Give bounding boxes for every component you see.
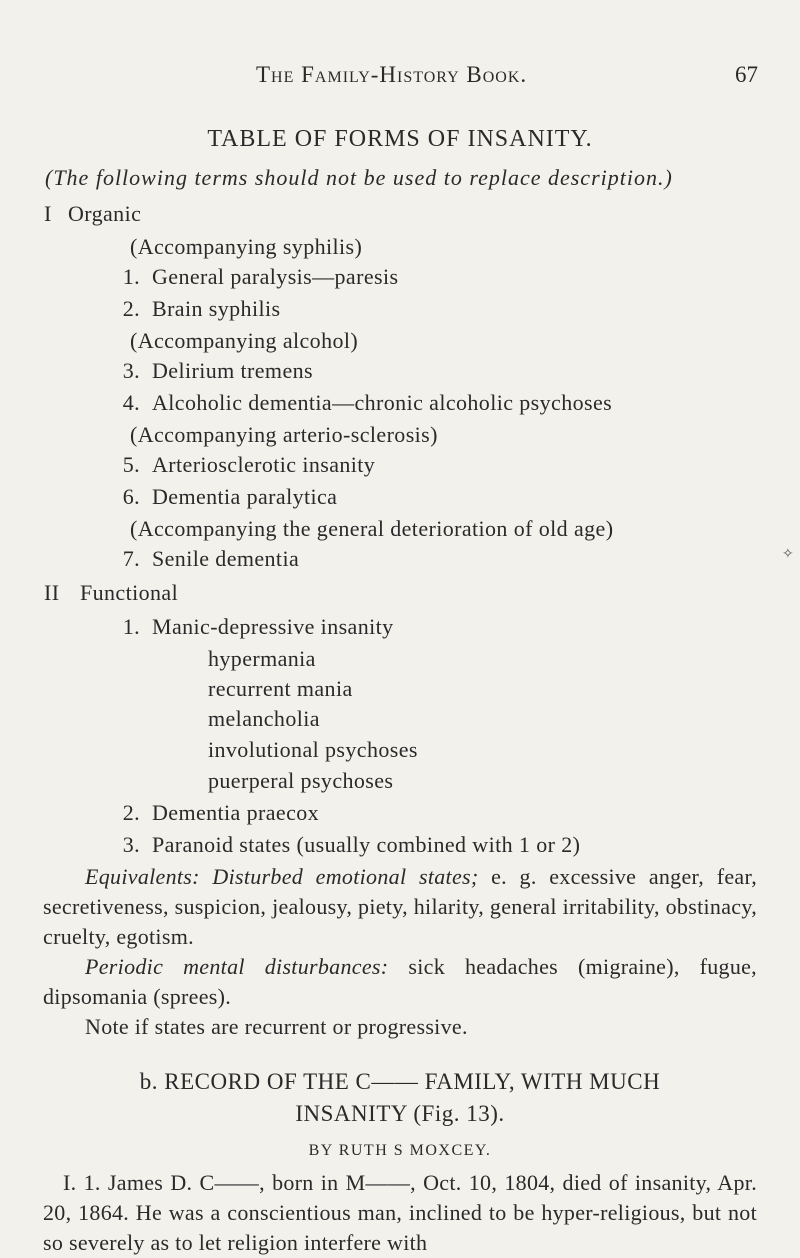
item-number: 7. xyxy=(122,546,140,571)
equivalents-label: Equivalents: Disturbed emotional states; xyxy=(85,864,479,889)
record-heading-line1: b. RECORD OF THE C—— FAMILY, WITH MUCH xyxy=(139,1069,661,1094)
list-item: Brain syphilis xyxy=(152,296,281,321)
running-title: The Family-History Book. xyxy=(256,62,528,87)
record-heading xyxy=(0,1066,800,1130)
margin-mark: ✧ xyxy=(782,547,794,562)
record-body: I. 1. James D. C——, born in M——, Oct. 10, 1804, died of insanity, Apr. 20, 1864. He was a conscientious man, inclined to be hyper-religious, but not so severely as to let religion interfere with xyxy=(43,1170,757,1255)
list-item: Manic-depressive insanity xyxy=(152,614,394,639)
sub-item: melancholia xyxy=(208,706,320,731)
sub-item: recurrent mania xyxy=(208,676,353,701)
item-number: 6. xyxy=(122,484,140,509)
equivalents-paragraph xyxy=(43,862,757,952)
equivalents-text: e. g. excessive anger, fear, secretiveness, suspicion, jealousy, piety, hilarity, general irritability, obstinacy, cruelty, egotism. xyxy=(43,864,757,949)
list-item: Dementia praecox xyxy=(152,800,320,825)
item-number: 1. xyxy=(122,264,140,289)
section-numeral: I xyxy=(44,201,52,226)
list-item: Delirium tremens xyxy=(152,358,313,383)
page-number: 67 xyxy=(735,62,758,87)
record-heading-line2: INSANITY (Fig. 13). xyxy=(295,1101,505,1126)
list-item: Paranoid states (usually combined with 1 or 2) xyxy=(152,832,581,857)
accompanying-note: (Accompanying syphilis) xyxy=(130,234,363,259)
table-title: TABLE OF FORMS OF INSANITY. xyxy=(207,126,593,152)
periodic-label: Periodic mental disturbances: xyxy=(85,954,389,979)
byline: BY RUTH S MOXCEY. xyxy=(308,1142,492,1159)
list-item: General paralysis—paresis xyxy=(152,264,399,289)
list-item: Senile dementia xyxy=(152,546,300,571)
list-item: Dementia paralytica xyxy=(152,484,338,509)
list-item: Arteriosclerotic insanity xyxy=(152,452,376,477)
item-number: 4. xyxy=(122,390,140,415)
item-number: 5. xyxy=(122,452,140,477)
periodic-paragraph xyxy=(43,952,757,1012)
periodic-text: sick headaches (migraine), fugue, dipsomania (sprees). xyxy=(43,954,757,1009)
section-label: Functional xyxy=(80,580,179,605)
accompanying-note: (Accompanying alcohol) xyxy=(130,328,359,353)
table-subtitle: (The following terms should not be used to replace description.) xyxy=(45,165,673,190)
sub-item: puerperal psychoses xyxy=(208,768,394,793)
section-label: Organic xyxy=(68,201,142,226)
accompanying-note: (Accompanying the general deterioration of old age) xyxy=(130,516,614,541)
item-number: 3. xyxy=(122,358,140,383)
sub-item: hypermania xyxy=(208,646,316,671)
running-header xyxy=(0,62,800,102)
note-paragraph: Note if states are recurrent or progressive. xyxy=(85,1014,468,1039)
section-numeral: II xyxy=(44,580,60,605)
item-number: 2. xyxy=(122,296,140,321)
item-number: 3. xyxy=(122,832,140,857)
list-item: Alcoholic dementia—chronic alcoholic psychoses xyxy=(152,390,613,415)
item-number: 2. xyxy=(122,800,140,825)
accompanying-note: (Accompanying arterio-sclerosis) xyxy=(130,422,438,447)
sub-item: involutional psychoses xyxy=(208,737,418,762)
item-number: 1. xyxy=(122,614,140,639)
